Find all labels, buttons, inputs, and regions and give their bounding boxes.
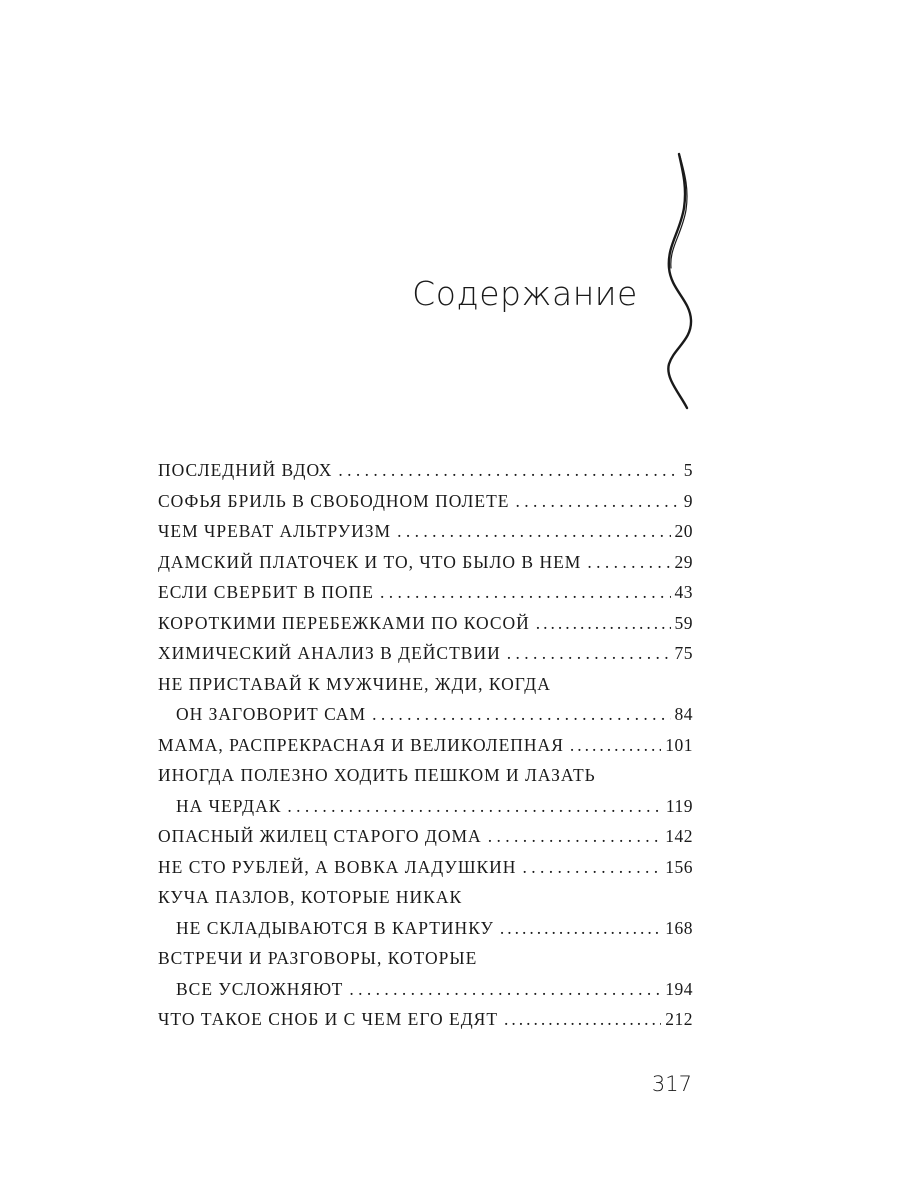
toc-entry-page: 59: [674, 612, 693, 633]
page-number: 317: [651, 1072, 692, 1096]
toc-entry-title: ХИМИЧЕСКИЙ АНАЛИЗ В ДЕЙСТВИИ: [158, 643, 501, 663]
toc-entry-title-line1: КУЧА ПАЗЛОВ, КОТОРЫЕ НИКАК: [158, 887, 463, 907]
toc-entry-title: ЧЕМ ЧРЕВАТ АЛЬТРУИЗМ: [158, 521, 392, 541]
toc-entry-title: ОПАСНЫЙ ЖИЛЕЦ СТАРОГО ДОМА: [158, 826, 482, 846]
toc-leader-dots: [504, 1004, 661, 1035]
toc-leader-dots: [500, 913, 661, 944]
toc-entry-title-line1: ИНОГДА ПОЛЕЗНО ХОДИТЬ ПЕШКОМ И ЛАЗАТЬ: [158, 765, 596, 785]
toc-leader-dots: [338, 455, 679, 486]
toc-leader-dots: [397, 516, 670, 547]
toc-leader-dots: [515, 486, 679, 517]
toc-entry-page: 142: [665, 826, 693, 846]
page-title: Содержание: [412, 274, 638, 313]
toc-entry-page: 5: [683, 460, 693, 480]
toc-entry-page: 43: [674, 582, 693, 602]
toc-entry[interactable]: [158, 699, 693, 730]
toc-entry-first-line[interactable]: [158, 882, 693, 913]
toc-entry-title: СОФЬЯ БРИЛЬ В СВОБОДНОМ ПОЛЕТЕ: [158, 490, 510, 511]
toc-entry[interactable]: [158, 791, 693, 822]
toc-entry[interactable]: [158, 730, 693, 761]
toc-entry[interactable]: [158, 1004, 693, 1035]
toc-entry-page: 212: [665, 1009, 693, 1029]
toc-entry-page: 119: [665, 795, 693, 816]
toc-leader-dots: [507, 638, 671, 669]
toc-leader-dots: [536, 608, 671, 639]
toc-entry[interactable]: [158, 974, 693, 1005]
toc-entry-title: НЕ СТО РУБЛЕЙ, А ВОВКА ЛАДУШКИН: [158, 856, 517, 877]
toc-entry-title: МАМА, РАСПРЕКРАСНАЯ И ВЕЛИКОЛЕПНАЯ: [158, 734, 564, 755]
toc-entry-title: КОРОТКИМИ ПЕРЕБЕЖКАМИ ПО КОСОЙ: [158, 612, 530, 633]
toc-leader-dots: [380, 577, 671, 608]
toc-entry[interactable]: [158, 455, 693, 486]
toc-entry-title-line1: НЕ ПРИСТАВАЙ К МУЖЧИНЕ, ЖДИ, КОГДА: [158, 673, 551, 694]
toc-entry-page: 84: [674, 704, 693, 724]
toc-leader-dots: [488, 821, 662, 852]
toc-entry-page: 75: [674, 643, 693, 663]
toc-entry-title: НА ЧЕРДАК: [176, 795, 282, 816]
table-of-contents: [158, 455, 693, 1035]
toc-entry-title: ОН ЗАГОВОРИТ САМ: [176, 704, 367, 724]
toc-entry[interactable]: [158, 852, 693, 883]
toc-entry-page: 29: [674, 551, 693, 572]
toc-entry[interactable]: [158, 913, 693, 944]
toc-entry[interactable]: [158, 486, 693, 517]
toc-entry-first-line[interactable]: [158, 669, 693, 700]
toc-entry[interactable]: [158, 638, 693, 669]
toc-leader-dots: [287, 791, 662, 822]
toc-entry-title: ПОСЛЕДНИЙ ВДОХ: [158, 460, 333, 480]
wavy-vertical-line-icon: [650, 150, 710, 412]
toc-leader-dots: [349, 974, 661, 1005]
toc-entry[interactable]: [158, 608, 693, 639]
toc-entry[interactable]: [158, 577, 693, 608]
toc-leader-dots: [372, 699, 670, 730]
toc-entry-title: ЕСЛИ СВЕРБИТ В ПОПЕ: [158, 582, 374, 602]
toc-entry-page: 194: [665, 978, 693, 999]
toc-leader-dots: [587, 547, 670, 578]
toc-entry-title: ДАМСКИЙ ПЛАТОЧЕК И ТО, ЧТО БЫЛО В НЕМ: [158, 551, 582, 572]
toc-entry-title-line1: ВСТРЕЧИ И РАЗГОВОРЫ, КОТОРЫЕ: [158, 948, 478, 968]
toc-entry-page: 9: [683, 490, 693, 511]
toc-entry-first-line[interactable]: [158, 760, 693, 791]
toc-entry-title: НЕ СКЛАДЫВАЮТСЯ В КАРТИНКУ: [176, 917, 494, 938]
toc-leader-dots: [570, 730, 661, 761]
toc-entry[interactable]: [158, 821, 693, 852]
toc-entry-page: 168: [665, 917, 693, 938]
toc-leader-dots: [522, 852, 661, 883]
toc-entry-title: ЧТО ТАКОЕ СНОБ И С ЧЕМ ЕГО ЕДЯТ: [158, 1009, 499, 1029]
toc-entry-first-line[interactable]: [158, 943, 693, 974]
toc-entry-page: 156: [665, 856, 693, 877]
toc-entry[interactable]: [158, 547, 693, 578]
toc-entry[interactable]: [158, 516, 693, 547]
toc-entry-page: 20: [674, 521, 693, 541]
toc-entry-page: 101: [665, 734, 693, 755]
toc-entry-title: ВСЕ УСЛОЖНЯЮТ: [176, 978, 344, 999]
